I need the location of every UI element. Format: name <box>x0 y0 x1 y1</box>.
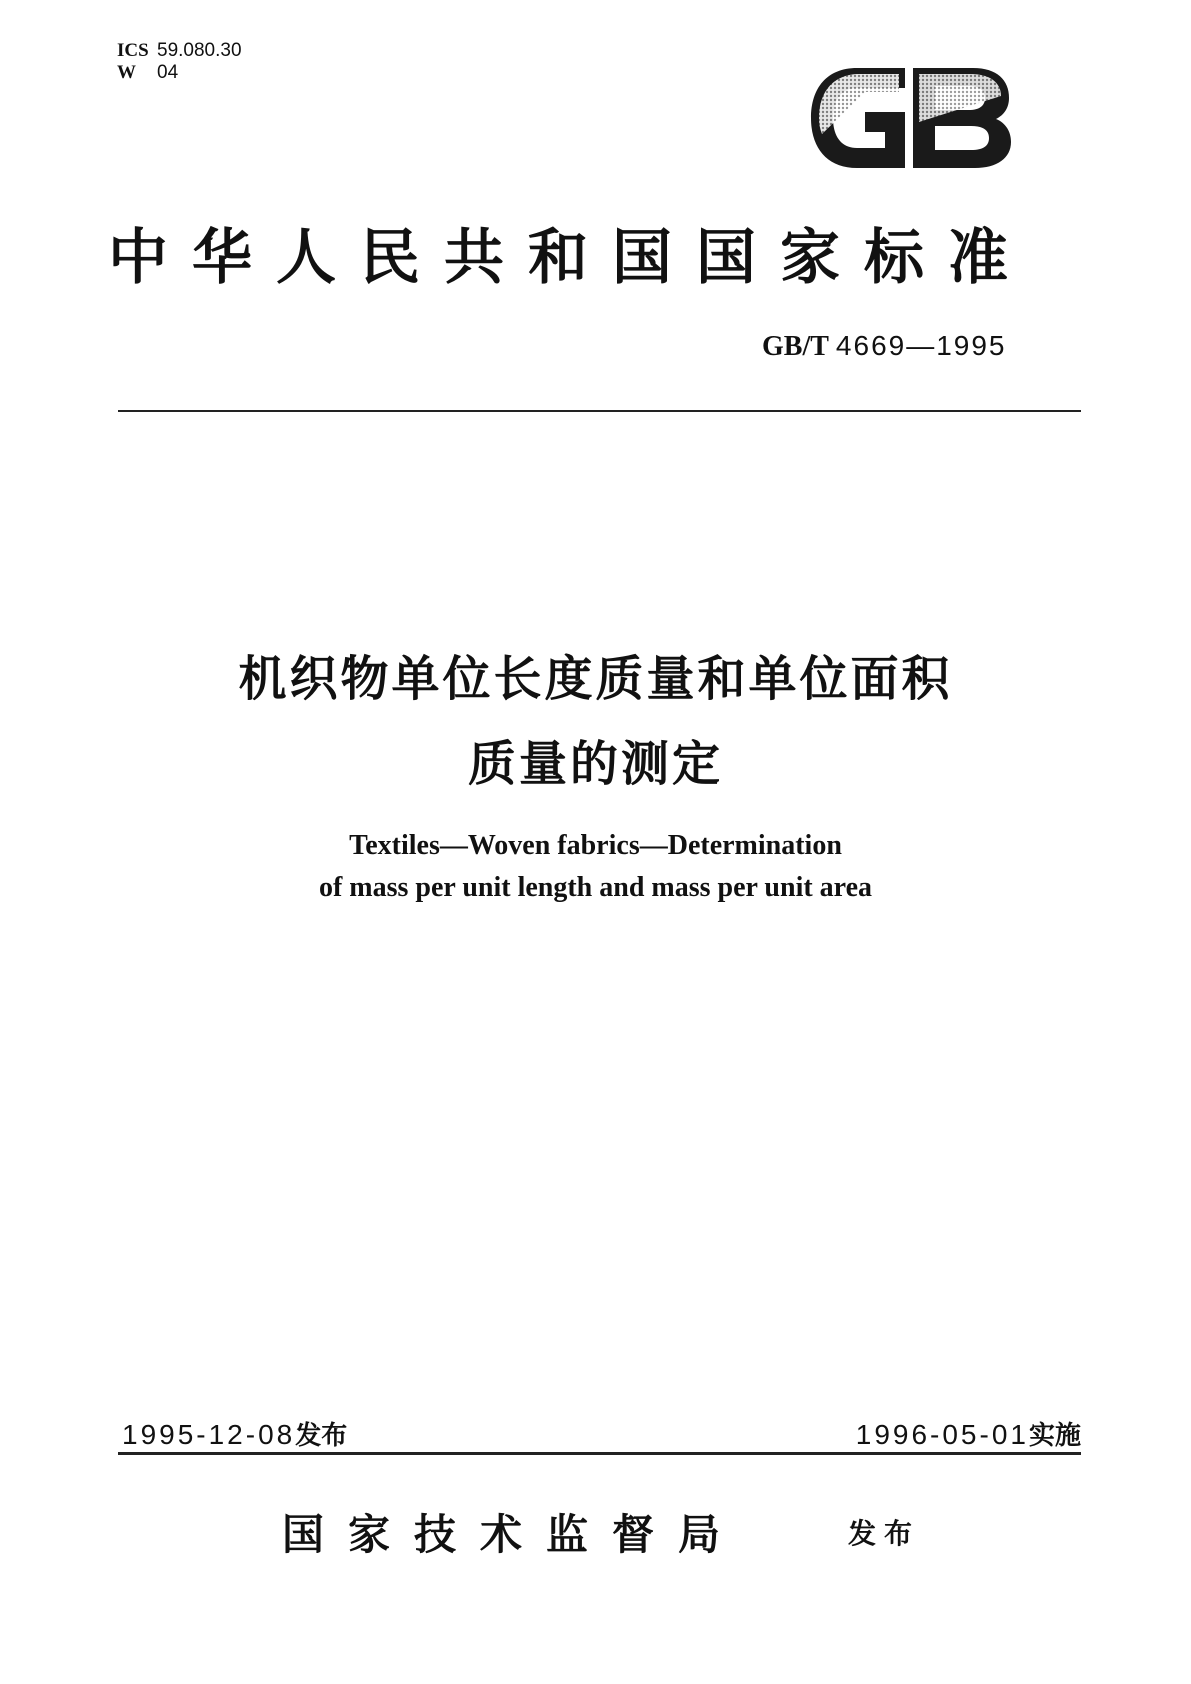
ccs-code <box>117 62 242 84</box>
implementation-date <box>856 1415 1081 1452</box>
standard-prefix: GB/T <box>762 331 829 362</box>
english-title-line-2: of mass per unit length and mass per unit area <box>318 872 873 903</box>
ccs-label: W <box>117 62 136 83</box>
classification-codes <box>117 40 242 84</box>
english-title-line-1: Textiles—Woven fabrics—Determination <box>349 830 842 861</box>
ics-code <box>117 40 242 62</box>
top-divider <box>118 410 1081 412</box>
issue-date-value: 1995-12-08 <box>122 1419 296 1450</box>
ccs-value: 04 <box>157 62 179 83</box>
ics-label: ICS <box>117 40 149 61</box>
gb-logo-mark <box>805 62 1015 174</box>
chinese-title-line-2: 质量的测定 <box>467 736 723 792</box>
chinese-title-line-1: 机织物单位长度质量和单位面积 <box>238 651 953 707</box>
bottom-divider <box>118 1452 1081 1455</box>
implementation-date-value: 1996-05-01 <box>855 1419 1029 1450</box>
issue-date-label: 发布 <box>295 1421 348 1451</box>
standard-number <box>762 330 1007 363</box>
standard-code: 4669—1995 <box>835 330 1007 361</box>
implementation-date-label: 实施 <box>1028 1421 1081 1451</box>
gb-logo <box>805 62 1015 174</box>
publisher-action: 发布 <box>848 1517 921 1550</box>
issue-date <box>122 1415 347 1452</box>
national-standard-title: 中华人民共和国国家标准 <box>108 223 1032 293</box>
ics-value: 59.080.30 <box>157 40 242 61</box>
publisher-name: 国家技术监督局 <box>282 1510 745 1559</box>
